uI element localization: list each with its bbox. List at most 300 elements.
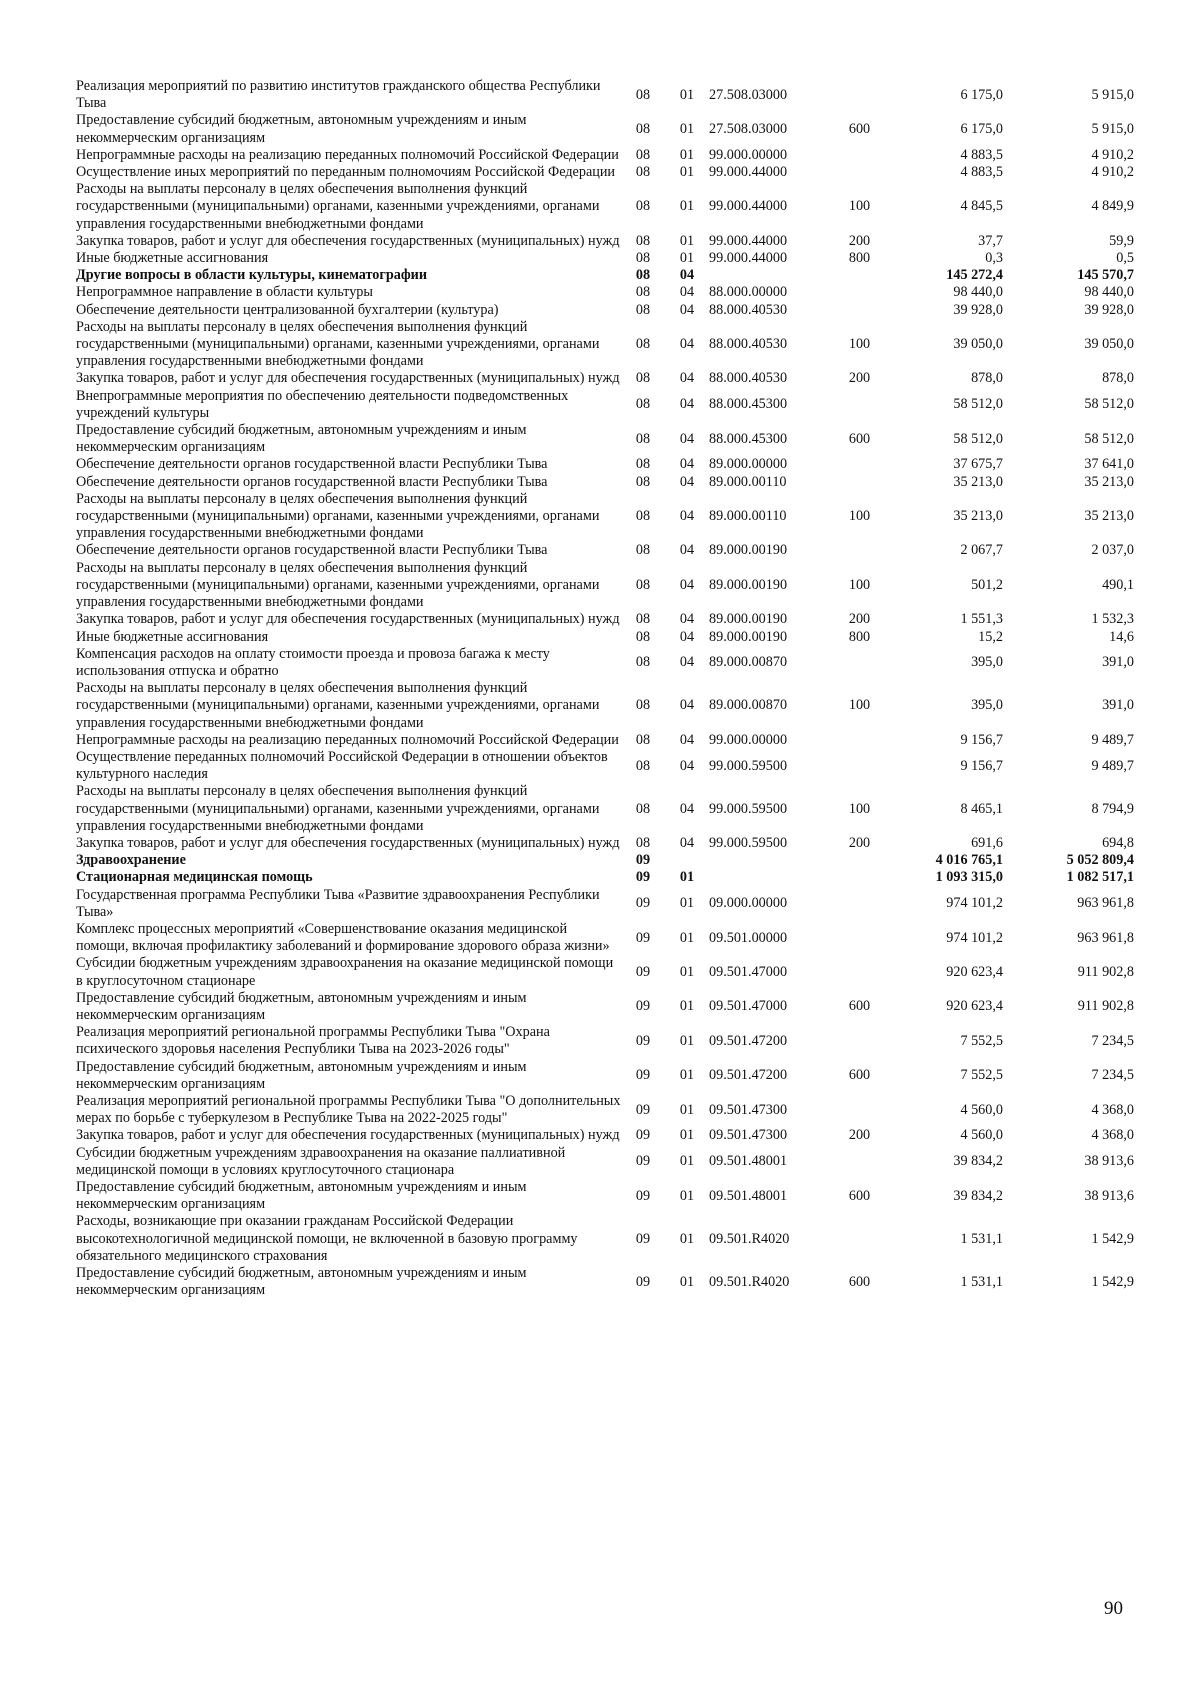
table-row: [76, 302, 1134, 319]
expense-type-code: [831, 869, 888, 886]
table-row: [76, 164, 1134, 181]
row-name: Закупка товаров, работ и услуг для обеспечения государственных (муниципальных) нужд: [76, 834, 620, 851]
amount-year-1: 15,2: [978, 628, 1003, 645]
amount-year-2: 38 913,6: [1084, 1153, 1134, 1170]
section-code: 08: [635, 146, 651, 163]
row-name: Предоставление субсидий бюджетным, автономным учреждениям и иным некоммерческим организациям: [76, 1179, 527, 1213]
expense-type-code: [831, 78, 888, 112]
expense-type-code: [831, 749, 888, 783]
target-article-code: [709, 852, 831, 869]
amount-year-1: 4 016 765,1: [935, 852, 1003, 869]
row-name: Компенсация расходов на оплату стоимости проезда и провоза багажа к месту использования отпуска и обратно: [76, 645, 550, 679]
subsection-code: 04: [679, 654, 695, 671]
expense-type-code: [831, 852, 888, 869]
amount-year-1: 1 093 315,0: [935, 869, 1003, 886]
table-row: [76, 233, 1134, 250]
target-article-code: 89.000.00190: [709, 628, 788, 645]
row-name: Здравоохранение: [76, 852, 186, 869]
target-article-code: [709, 267, 831, 284]
subsection-code: 01: [679, 929, 695, 946]
amount-year-2: 963 961,8: [1077, 895, 1134, 912]
expense-type-code: 100: [848, 576, 871, 593]
amount-year-1: 39 050,0: [953, 336, 1003, 353]
row-name: Субсидии бюджетным учреждениям здравоохранения на оказание паллиативной медицинской помощи в условиях круглосуточного стационара: [76, 1144, 566, 1178]
amount-year-1: 4 560,0: [960, 1101, 1003, 1118]
target-article-code: 09.501.47300: [709, 1101, 788, 1118]
table-row: [76, 887, 1134, 921]
amount-year-2: 59,9: [1109, 232, 1134, 249]
amount-year-2: 58 512,0: [1084, 396, 1134, 413]
subsection-code: 04: [679, 576, 695, 593]
section-code: 08: [635, 456, 651, 473]
target-article-code: 89.000.00870: [709, 654, 788, 671]
target-article-code: 99.000.44000: [709, 250, 788, 267]
amount-year-2: 9 489,7: [1091, 757, 1134, 774]
section-code: 08: [635, 267, 651, 284]
target-article-code: 89.000.00000: [709, 456, 788, 473]
target-article-code: 09.501.48001: [709, 1153, 788, 1170]
subsection-code: 01: [679, 232, 695, 249]
amount-year-2: 9 489,7: [1091, 731, 1134, 748]
expense-type-code: 100: [848, 697, 871, 714]
row-name: Расходы на выплаты персоналу в целях обеспечения выполнения функций государственными (муниципальными) органами, казенными учреждениями, органами управления государственными внебюджетными фондами: [76, 680, 600, 731]
row-name: Предоставление субсидий бюджетным, автономным учреждениям и иным некоммерческим организациям: [76, 1058, 527, 1092]
subsection-code: 01: [679, 1101, 695, 1118]
row-name: Обеспечение деятельности органов государственной власти Республики Тыва: [76, 542, 548, 559]
target-article-code: 88.000.40530: [709, 370, 788, 387]
section-code: 08: [635, 508, 651, 525]
section-code: 09: [635, 998, 651, 1015]
table-row: [76, 284, 1134, 301]
section-code: 08: [635, 164, 651, 181]
table-row: [76, 267, 1134, 284]
amount-year-2: 391,0: [1102, 697, 1134, 714]
target-article-code: 27.508.03000: [709, 121, 788, 137]
subsection-code: 04: [679, 284, 695, 301]
target-article-code: 99.000.44000: [709, 198, 788, 215]
subsection-code: 01: [679, 1273, 695, 1290]
amount-year-2: 4 368,0: [1091, 1127, 1134, 1144]
row-name: Непрограммное направление в области культуры: [76, 284, 373, 301]
expense-type-code: [831, 1213, 888, 1265]
target-article-code: 88.000.40530: [709, 336, 788, 353]
row-name: Расходы на выплаты персоналу в целях обеспечения выполнения функций государственными (муниципальными) органами, казенными учреждениями, органами управления государственными внебюджетными фондами: [76, 490, 600, 542]
subsection-code: 01: [679, 1230, 695, 1247]
amount-year-1: 9 156,7: [960, 757, 1003, 774]
row-name: Закупка товаров, работ и услуг для обеспечения государственных (муниципальных) нужд: [76, 1127, 620, 1144]
table-row: [76, 611, 1134, 628]
amount-year-1: 37,7: [978, 232, 1003, 249]
row-name: Реализация мероприятий региональной программы Республики Тыва "О дополнительных мерах по борьбе с туберкулезом в Республике Тыва на 2022-2025 годы": [76, 1092, 621, 1127]
table-row: [76, 732, 1134, 749]
subsection-code: 04: [679, 430, 695, 447]
section-code: 08: [635, 430, 651, 447]
row-name: Обеспечение деятельности органов государственной власти Республики Тыва: [76, 456, 548, 473]
amount-year-1: 145 272,4: [946, 267, 1003, 284]
amount-year-1: 974 101,2: [946, 929, 1003, 946]
amount-year-2: 5 915,0: [1091, 121, 1134, 137]
row-name: Внепрограммные мероприятия по обеспечению деятельности подведомственных учреждений культуры: [76, 387, 569, 421]
amount-year-2: 37 641,0: [1084, 456, 1134, 473]
amount-year-2: 35 213,0: [1084, 473, 1134, 490]
table-row: [76, 955, 1134, 989]
table-row: [76, 1265, 1134, 1299]
section-code: 09: [635, 963, 651, 980]
expense-type-code: 100: [848, 800, 871, 817]
section-code: 08: [635, 396, 651, 413]
target-article-code: 09.501.48001: [709, 1187, 788, 1204]
target-article-code: 89.000.00870: [709, 697, 788, 714]
expense-type-code: [831, 284, 888, 301]
expense-type-code: 100: [848, 508, 871, 525]
subsection-code: 04: [679, 757, 695, 774]
amount-year-1: 9 156,7: [960, 731, 1003, 748]
expense-type-code: [831, 921, 888, 955]
row-name: Иные бюджетные ассигнования: [76, 250, 269, 267]
subsection-code: 04: [679, 456, 695, 473]
row-name: Государственная программа Республики Тыва «Развитие здравоохранения Республики Тыва»: [76, 886, 600, 920]
amount-year-1: 878,0: [971, 370, 1003, 387]
page-number: 90: [1104, 1598, 1123, 1619]
table-row: [76, 921, 1134, 955]
subsection-code: 01: [679, 963, 695, 980]
budget-page: [76, 78, 1134, 1299]
expense-type-code: 200: [848, 1127, 871, 1144]
amount-year-2: 145 570,7: [1077, 267, 1134, 284]
row-name: Предоставление субсидий бюджетным, автономным учреждениям и иным некоммерческим организациям: [76, 112, 527, 146]
row-name: Осуществление иных мероприятий по переданным полномочиям Российской Федерации: [76, 164, 616, 181]
amount-year-2: 38 913,6: [1084, 1187, 1134, 1204]
section-code: 08: [635, 542, 651, 559]
table-row: [76, 250, 1134, 267]
target-article-code: 88.000.40530: [709, 301, 788, 318]
expense-type-code: [831, 474, 888, 491]
amount-year-2: 14,6: [1109, 628, 1134, 645]
table-row: [76, 1145, 1134, 1179]
section-code: 08: [635, 284, 651, 301]
expense-type-code: [831, 955, 888, 989]
target-article-code: 88.000.45300: [709, 430, 788, 447]
expense-type-code: [831, 646, 888, 680]
section-code: 08: [635, 800, 651, 817]
subsection-code: 04: [679, 370, 695, 387]
expense-type-code: [831, 1024, 888, 1058]
subsection-code: 04: [679, 628, 695, 645]
target-article-code: 09.501.R4020: [709, 1230, 790, 1247]
expense-type-code: [831, 267, 888, 284]
table-row: [76, 749, 1134, 783]
expense-type-code: 600: [848, 1187, 871, 1204]
amount-year-2: 39 928,0: [1084, 301, 1134, 318]
row-name: Реализация мероприятий региональной программы Республики Тыва "Охрана психического здоровья населения Республики Тыва на 2023-2026 годы": [76, 1024, 550, 1058]
section-code: 08: [635, 834, 651, 851]
expense-type-code: 600: [848, 121, 871, 137]
amount-year-2: 8 794,9: [1091, 800, 1134, 817]
row-name: Расходы на выплаты персоналу в целях обеспечения выполнения функций государственными (муниципальными) органами, казенными учреждениями, органами управления государственными внебюджетными фондами: [76, 181, 600, 232]
expense-type-code: [831, 1145, 888, 1179]
row-name: Стационарная медицинская помощь: [76, 869, 313, 886]
amount-year-2: 0,5: [1116, 250, 1134, 267]
budget-table-body: [76, 78, 1134, 1299]
amount-year-1: 58 512,0: [953, 396, 1003, 413]
section-code: 09: [635, 895, 651, 912]
row-name: Расходы на выплаты персоналу в целях обеспечения выполнения функций государственными (муниципальными) органами, казенными учреждениями, органами управления государственными внебюджетными фондами: [76, 318, 600, 370]
expense-type-code: [831, 388, 888, 422]
amount-year-1: 920 623,4: [946, 963, 1003, 980]
amount-year-2: 1 532,3: [1091, 611, 1134, 628]
amount-year-2: 4 368,0: [1091, 1101, 1134, 1118]
section-code: 08: [635, 611, 651, 628]
subsection-code: 01: [679, 998, 695, 1015]
expense-type-code: [831, 887, 888, 921]
amount-year-1: 37 675,7: [953, 456, 1003, 473]
subsection-code: [665, 852, 709, 869]
subsection-code: 01: [679, 1032, 695, 1049]
amount-year-2: 911 902,8: [1077, 963, 1134, 980]
table-row: [76, 1093, 1134, 1127]
amount-year-1: 1 531,1: [960, 1230, 1003, 1247]
section-code: 08: [635, 301, 651, 318]
amount-year-2: 4 910,2: [1091, 146, 1134, 163]
section-code: 09: [635, 929, 651, 946]
amount-year-1: 974 101,2: [946, 895, 1003, 912]
target-article-code: 99.000.44000: [709, 164, 788, 181]
amount-year-1: 7 552,5: [960, 1032, 1003, 1049]
section-code: 09: [635, 1032, 651, 1049]
row-name: Субсидии бюджетным учреждениям здравоохранения на оказание медицинской помощи в круглосуточном стационаре: [76, 955, 614, 989]
section-code: 08: [635, 121, 651, 137]
table-row: [76, 1179, 1134, 1213]
amount-year-1: 39 834,2: [953, 1187, 1003, 1204]
target-article-code: 89.000.00190: [709, 542, 788, 559]
amount-year-2: 1 082 517,1: [1066, 869, 1134, 886]
amount-year-2: 963 961,8: [1077, 929, 1134, 946]
row-name: Расходы на выплаты персоналу в целях обеспечения выполнения функций государственными (муниципальными) органами, казенными учреждениями, органами управления государственными внебюджетными фондами: [76, 783, 600, 834]
amount-year-2: 2 037,0: [1091, 542, 1134, 559]
subsection-code: 04: [679, 508, 695, 525]
section-code: 09: [635, 1187, 651, 1204]
amount-year-1: 58 512,0: [953, 430, 1003, 447]
amount-year-1: 395,0: [971, 654, 1003, 671]
expense-type-code: [831, 732, 888, 749]
target-article-code: 89.000.00110: [709, 473, 787, 490]
target-article-code: 89.000.00190: [709, 576, 788, 593]
table-row: [76, 680, 1134, 732]
amount-year-1: 691,6: [971, 834, 1003, 851]
amount-year-1: 7 552,5: [960, 1067, 1003, 1084]
section-code: 09: [635, 1101, 651, 1118]
target-article-code: 09.501.R4020: [709, 1273, 790, 1290]
amount-year-1: 6 175,0: [960, 86, 1003, 103]
table-row: [76, 1059, 1134, 1093]
table-row: [76, 422, 1134, 456]
row-name: Обеспечение деятельности централизованной бухгалтерии (культура): [76, 301, 499, 318]
amount-year-2: 490,1: [1102, 576, 1134, 593]
target-article-code: 99.000.59500: [709, 757, 788, 774]
expense-type-code: 100: [848, 198, 871, 215]
expense-type-code: [831, 542, 888, 559]
amount-year-2: 39 050,0: [1084, 336, 1134, 353]
amount-year-2: 878,0: [1102, 370, 1134, 387]
section-code: 09: [635, 869, 651, 886]
table-row: [76, 542, 1134, 559]
amount-year-1: 98 440,0: [953, 284, 1003, 301]
row-name: Расходы на выплаты персоналу в целях обеспечения выполнения функций государственными (муниципальными) органами, казенными учреждениями, органами управления государственными внебюджетными фондами: [76, 559, 600, 611]
expense-type-code: 600: [848, 1067, 871, 1084]
row-name: Расходы, возникающие при оказании гражданам Российской Федерации высокотехнологичной медицинской помощи, не включенной в базовую программу обязательного медицинского страхования: [76, 1213, 578, 1264]
table-row: [76, 1024, 1134, 1058]
amount-year-1: 4 560,0: [960, 1127, 1003, 1144]
expense-type-code: [831, 302, 888, 319]
row-name: Другие вопросы в области культуры, кинематографии: [76, 267, 427, 284]
section-code: 08: [635, 628, 651, 645]
row-name: Закупка товаров, работ и услуг для обеспечения государственных (муниципальных) нужд: [76, 611, 620, 628]
subsection-code: 01: [679, 1127, 695, 1144]
section-code: 09: [635, 852, 651, 869]
amount-year-1: 39 928,0: [953, 301, 1003, 318]
subsection-code: 04: [679, 800, 695, 817]
expense-type-code: 600: [848, 998, 871, 1015]
table-row: [76, 852, 1134, 869]
amount-year-2: 7 234,5: [1091, 1032, 1134, 1049]
subsection-code: 01: [679, 1153, 695, 1170]
section-code: 08: [635, 232, 651, 249]
amount-year-1: 0,3: [985, 250, 1003, 267]
table-row: [76, 147, 1134, 164]
amount-year-2: 58 512,0: [1084, 430, 1134, 447]
expense-type-code: 200: [848, 370, 871, 387]
section-code: 08: [635, 198, 651, 215]
subsection-code: 04: [679, 473, 695, 490]
subsection-code: 01: [679, 121, 695, 137]
section-code: 08: [635, 86, 651, 103]
amount-year-1: 4 883,5: [960, 164, 1003, 181]
expense-type-code: [831, 456, 888, 473]
subsection-code: 01: [679, 146, 695, 163]
subsection-code: 01: [679, 895, 695, 912]
subsection-code: 01: [679, 86, 695, 103]
target-article-code: 99.000.59500: [709, 800, 788, 817]
section-code: 08: [635, 473, 651, 490]
expense-type-code: 200: [848, 834, 871, 851]
row-name: Предоставление субсидий бюджетным, автономным учреждениям и иным некоммерческим организациям: [76, 989, 527, 1023]
amount-year-2: 4 910,2: [1091, 164, 1134, 181]
row-name: Обеспечение деятельности органов государственной власти Республики Тыва: [76, 473, 548, 490]
target-article-code: 89.000.00110: [709, 508, 787, 525]
row-name: Непрограммные расходы на реализацию переданных полномочий Российской Федерации: [76, 731, 619, 748]
table-row: [76, 319, 1134, 371]
section-code: 09: [635, 1127, 651, 1144]
section-code: 08: [635, 654, 651, 671]
expense-type-code: 200: [848, 611, 871, 628]
subsection-code: 01: [679, 869, 695, 886]
section-code: 08: [635, 336, 651, 353]
expense-type-code: 800: [848, 250, 871, 267]
subsection-code: 04: [679, 267, 695, 284]
expense-type-code: 100: [848, 336, 871, 353]
table-row: [76, 869, 1134, 886]
section-code: 08: [635, 576, 651, 593]
table-row: [76, 78, 1134, 112]
table-row: [76, 835, 1134, 852]
target-article-code: 89.000.00190: [709, 611, 788, 628]
target-article-code: 09.501.47300: [709, 1127, 788, 1144]
row-name: Предоставление субсидий бюджетным, автономным учреждениям и иным некоммерческим организациям: [76, 1265, 527, 1299]
section-code: 08: [635, 731, 651, 748]
amount-year-2: 391,0: [1102, 654, 1134, 671]
amount-year-2: 35 213,0: [1084, 508, 1134, 525]
subsection-code: 04: [679, 834, 695, 851]
subsection-code: 01: [679, 1187, 695, 1204]
amount-year-1: 35 213,0: [953, 508, 1003, 525]
amount-year-2: 5 915,0: [1091, 86, 1134, 103]
target-article-code: 09.501.47200: [709, 1067, 788, 1084]
amount-year-2: 4 849,9: [1091, 198, 1134, 215]
section-code: 08: [635, 757, 651, 774]
amount-year-2: 1 542,9: [1091, 1273, 1134, 1290]
table-row: [76, 783, 1134, 835]
target-article-code: 88.000.45300: [709, 396, 788, 413]
amount-year-1: 1 551,3: [960, 611, 1003, 628]
amount-year-2: 98 440,0: [1084, 284, 1134, 301]
table-row: [76, 491, 1134, 543]
subsection-code: 04: [679, 336, 695, 353]
subsection-code: 04: [679, 301, 695, 318]
amount-year-1: 2 067,7: [960, 542, 1003, 559]
subsection-code: 01: [679, 1067, 695, 1084]
table-row: [76, 560, 1134, 612]
amount-year-1: 35 213,0: [953, 473, 1003, 490]
amount-year-1: 395,0: [971, 697, 1003, 714]
target-article-code: 09.501.47200: [709, 1032, 788, 1049]
table-row: [76, 112, 1134, 146]
table-row: [76, 388, 1134, 422]
subsection-code: 04: [679, 697, 695, 714]
target-article-code: 27.508.03000: [709, 86, 788, 103]
subsection-code: 04: [679, 396, 695, 413]
row-name: Предоставление субсидий бюджетным, автономным учреждениям и иным некоммерческим организациям: [76, 422, 527, 456]
row-name: Непрограммные расходы на реализацию переданных полномочий Российской Федерации: [76, 146, 619, 163]
expense-type-code: [831, 1093, 888, 1127]
row-name: Иные бюджетные ассигнования: [76, 628, 269, 645]
section-code: 09: [635, 1230, 651, 1247]
amount-year-1: 6 175,0: [960, 121, 1003, 137]
table-row: [76, 181, 1134, 233]
expense-type-code: [831, 164, 888, 181]
target-article-code: 99.000.59500: [709, 834, 788, 851]
section-code: 09: [635, 1153, 651, 1170]
expense-type-code: 600: [848, 430, 871, 447]
table-row: [76, 474, 1134, 491]
target-article-code: [709, 869, 831, 886]
table-row: [76, 456, 1134, 473]
table-row: [76, 646, 1134, 680]
expense-type-code: 200: [848, 232, 871, 249]
section-code: 08: [635, 370, 651, 387]
amount-year-1: 920 623,4: [946, 998, 1003, 1015]
amount-year-1: 4 845,5: [960, 198, 1003, 215]
amount-year-2: 1 542,9: [1091, 1230, 1134, 1247]
amount-year-1: 1 531,1: [960, 1273, 1003, 1290]
target-article-code: 09.501.00000: [709, 929, 788, 946]
amount-year-2: 911 902,8: [1077, 998, 1134, 1015]
subsection-code: 04: [679, 731, 695, 748]
amount-year-2: 5 052 809,4: [1066, 852, 1134, 869]
expense-type-code: [831, 147, 888, 164]
amount-year-2: 694,8: [1102, 834, 1134, 851]
table-row: [76, 990, 1134, 1024]
subsection-code: 04: [679, 542, 695, 559]
